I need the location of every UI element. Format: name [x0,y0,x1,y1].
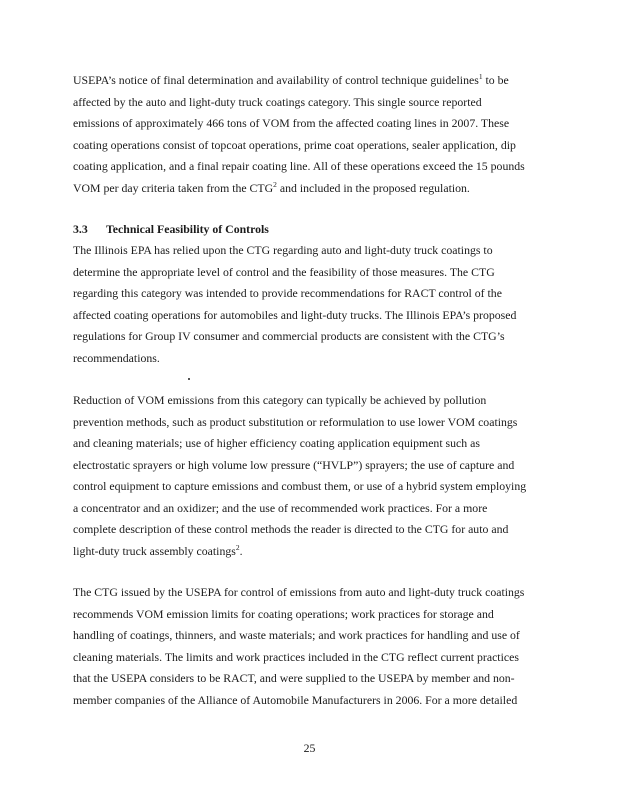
paragraph-3-line: Reduction of VOM emissions from this category can typically be achieved by pollution [73,393,487,407]
paragraph-2-line: regulations for Group IV consumer and commercial products are consistent with the CTG’s [73,329,505,343]
paragraph-4-line: The CTG issued by the USEPA for control of emissions from auto and light-duty truck coatings [73,585,525,599]
paragraph-3-line: control equipment to capture emissions and combust them, or use of a hybrid system employing [73,479,527,493]
stray-mark [188,378,190,380]
paragraph-3-line: light-duty truck assembly coatings$^2$. [73,542,243,558]
paragraph-2-line: affected coating operations for automobiles and light-duty trucks. The Illinois EPA’s proposed [73,307,517,322]
paragraph-4-line: member companies of the Alliance of Automobile Manufacturers in 2006. For a more detailed [73,692,518,707]
paragraph-3-line: a concentrator and an oxidizer; and the use of recommended work practices. For a more [73,500,488,515]
paragraph-4-line: cleaning materials. The limits and work practices included in the CTG reflect current practices [73,649,519,664]
paragraph-2-line: regarding this category was intended to provide recommendations for RACT control of the [73,286,502,300]
section-number: 3.3 [73,222,88,236]
paragraph-2 [73,240,543,369]
paragraph-3-line: electrostatic sprayers or high volume low pressure (“HVLP”) sprayers; the use of capture and [73,457,515,472]
paragraph-1-line: emissions of approximately 466 tons of VOM from the affected coating lines in 2007. These [73,116,510,130]
paragraph-2-line: recommendations. [73,350,160,365]
paragraph-2-line: The Illinois EPA has relied upon the CTG regarding auto and light-duty truck coatings to [73,243,493,257]
paragraph-4-line: recommends VOM emission limits for coating operations; work practices for storage and [73,606,494,621]
paragraph-1-line: VOM per day criteria taken from the CTG$^2$ and included in the proposed regulation. [73,179,470,195]
page-number: 25 [303,741,316,755]
paragraph-3-line: prevention methods, such as product substitution or reformulation to use lower VOM coatings [73,414,518,429]
paragraph-2-line: determine the appropriate level of control and the feasibility of those measures. The CTG [73,264,495,279]
paragraph-3 [73,390,543,562]
paragraph-4-line: handling of coatings, thinners, and waste materials; and work practices for handling and use of [73,628,520,642]
paragraph-1-line: USEPA’s notice of final determination and availability of control technique guidelines$^1$ to be [73,72,509,87]
paragraph-1 [73,70,543,199]
paragraph-1-line: affected by the auto and light-duty truck coatings category. This single source reported [73,94,482,109]
paragraph-4-line: that the USEPA considers to be RACT, and were supplied to the USEPA by member and non- [73,671,515,685]
paragraph-1-line: coating application, and a final repair coating line. All of these operations exceed the 15 pounds [73,159,525,173]
section-title: Technical Feasibility of Controls [106,222,269,236]
paragraph-1-line: coating operations consist of topcoat operations, prime coat operations, sealer application, dip [73,137,516,152]
paragraph-4 [73,582,543,711]
paragraph-3-line: complete description of these control methods the reader is directed to the CTG for auto and [73,522,509,536]
section-heading [73,219,269,241]
paragraph-3-line: and cleaning materials; use of higher efficiency coating application equipment such as [73,436,480,450]
